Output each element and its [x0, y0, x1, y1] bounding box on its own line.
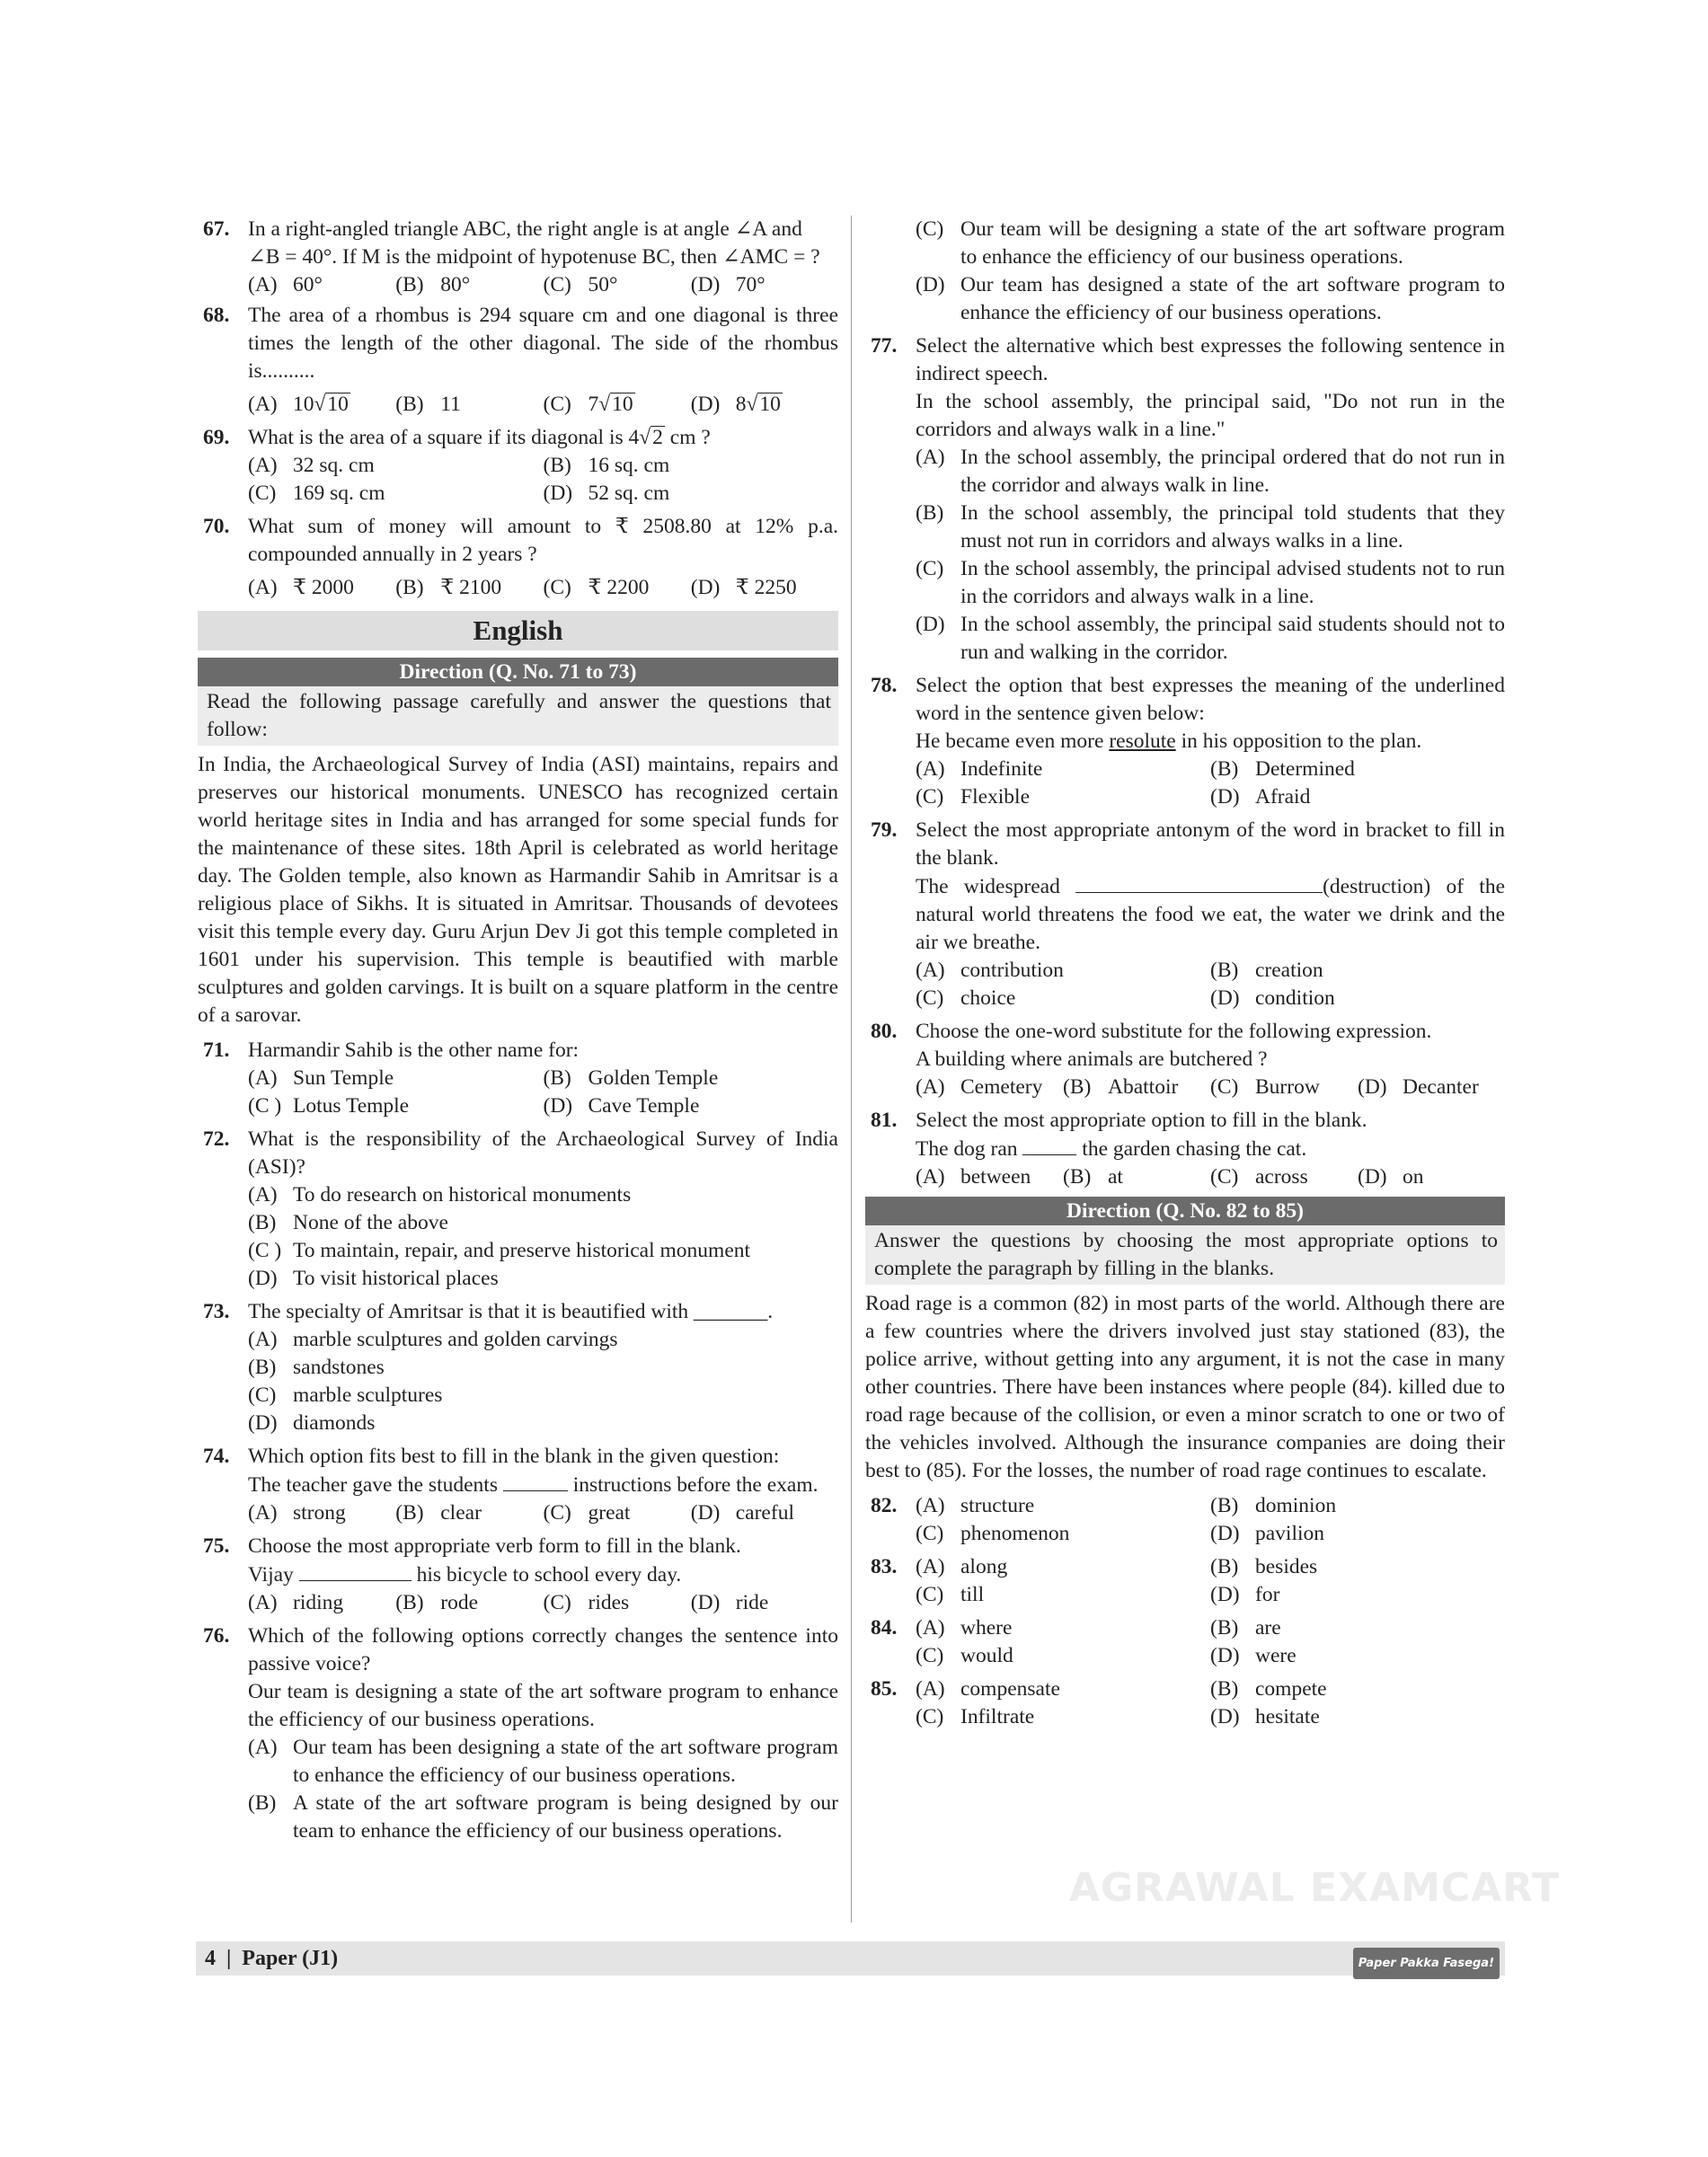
option-d[interactable]: (D) 70° [690, 273, 766, 296]
section-heading-english: English [198, 611, 838, 650]
question-text: What sum of money will amount to ₹ 2508.80 at 12% p.a. compounded annually in 2 years ? [248, 515, 838, 566]
question-text: The specialty of Amritsar is that it is beautified with _______. [248, 1300, 774, 1323]
question-text: In a right-angled triangle ABC, the right angle is at angle ∠A and [248, 217, 802, 241]
direction-text: Read the following passage carefully and answer the questions that follow: [198, 686, 838, 746]
cloze-passage: Road rage is a common (82) in most parts of the world. Although there are a few countries where the drivers involved just stay stationed (83), the police arrive, without getting into any argument, it is not the case in many other countries. There have been instances where people (84). killed due to road rage because of the collision, or even a minor scratch to one or two of the vehicles involved. Although the insurance companies are doing their best to (85). For the losses, the number of road rage continues to escalate. [865, 1292, 1505, 1482]
question-text: What is the responsibility of the Archaeological Survey of India (ASI)? [248, 1127, 838, 1179]
question-74: 74. Which option fits best to fill in the blank in the given question: The teacher gave the students instructions before the exam. (A) strong (B) clear (C) great (D) careful [198, 1443, 838, 1527]
option-b[interactable]: (B) 16 sq. cm [543, 454, 670, 477]
question-sentence: Vijay his bicycle to school every day. [248, 1560, 838, 1589]
question-sentence: The dog ran the garden chasing the cat. [916, 1135, 1505, 1163]
question-76: 76. Which of the following options correctly changes the sentence into passive voice? Our team is designing a state of the art software program to enhance the efficiency of our business operations. (A) Our team has been designing a state of the art software program to enhance the efficiency of our business operations. (B) A state of the art software program is being designed by our team to enhance the efficiency of our business operations. [198, 1622, 838, 1845]
option-c[interactable]: (C) 50° [543, 273, 618, 296]
direction-heading: Direction (Q. No. 71 to 73) [198, 658, 838, 686]
option-a[interactable]: (A) strong [248, 1501, 346, 1525]
question-sentence: He became even more resolute in his opposition to the plan. [916, 729, 1422, 753]
brand-logo: Paper Pakka Fasega! [1353, 1948, 1500, 1979]
question-78: 78. Select the option that best expresses the meaning of the underlined word in the sentence given below: He became even more resolute in his opposition to the plan. (A) Indefinite (B) Determined (C) Flexible (D) Afraid [865, 672, 1505, 811]
option-a[interactable]: (A) Sun Temple [248, 1066, 394, 1090]
option-c[interactable]: (C) Our team will be designing a state of the art software program to enhance the efficiency of our business operations. [916, 217, 1505, 269]
options [248, 1326, 838, 1437]
option-a[interactable]: (A) 10√10 [248, 393, 349, 416]
answer-blank [299, 1560, 412, 1581]
option-d[interactable]: (D) Our team has designed a state of the art software program to enhance the efficiency of our business operations. [916, 273, 1505, 324]
options [916, 216, 1505, 327]
option-c[interactable]: (C ) Lotus Temple [248, 1094, 410, 1118]
options [248, 1589, 838, 1617]
option-a[interactable]: (A) ₹ 2000 [248, 576, 354, 599]
question-text: The area of a rhombus is 294 square cm and one diagonal is three times the length of the other diagonal. The side of the rhombus is.......... [248, 304, 838, 383]
left-column [198, 216, 838, 1848]
question-text: Which option fits best to fill in the blank in the given question: [248, 1445, 780, 1468]
page-footer [196, 1941, 1505, 1976]
question-sentence: The widespread (destruction) of the natural world threatens the food we eat, the water we drink and the air we breathe. [916, 872, 1505, 957]
option-b[interactable]: (B) A state of the art software program is being designed by our team to enhance the efficiency of our business operations. [248, 1791, 838, 1843]
options [916, 957, 1505, 1012]
options [916, 1074, 1505, 1101]
option-b[interactable]: (B) rode [395, 1591, 479, 1614]
option-a[interactable]: (A) 32 sq. cm [248, 454, 375, 477]
question-69: 69. What is the area of a square if its diagonal is 4√2 cm ? (A) 32 sq. cm (B) 16 sq. cm (C) 169 sq. cm (D) 52 sq. cm [198, 424, 838, 508]
option-d[interactable]: (D) careful [690, 1501, 794, 1525]
option-c[interactable]: (C) 169 sq. cm [248, 482, 385, 505]
question-70: 70. What sum of money will amount to ₹ 2508.80 at 12% p.a. compounded annually in 2 years ? (A) ₹ 2000 (B) ₹ 2100 (C) ₹ 2200 (D) ₹ 2250 [198, 513, 838, 602]
option-a[interactable]: (A) riding [248, 1591, 344, 1614]
option-c[interactable]: (C) rides [543, 1591, 630, 1614]
question-68: 68. The area of a rhombus is 294 square cm and one diagonal is three times the length of the other diagonal. The side of the rhombus is.......... (A) 10√10 (B) 11 (C) 7√10 (D) 8√10 [198, 302, 838, 419]
option-b[interactable]: (B) creation [1210, 959, 1323, 982]
question-text: Choose the one-word substitute for the following expression. [916, 1020, 1432, 1043]
option-d[interactable]: (D) In the school assembly, the principal said students should not to run and walking in the corridor. [916, 613, 1505, 664]
options [916, 1492, 1505, 1548]
option-c[interactable]: (C) ₹ 2200 [543, 576, 650, 599]
option-a[interactable]: (A) compensate [916, 1677, 1060, 1701]
question-text: Harmandir Sahib is the other name for: [248, 1039, 580, 1062]
page-number: 4 [205, 1947, 216, 1970]
option-d[interactable]: (D) Cave Temple [543, 1094, 700, 1118]
option-b[interactable]: (B) clear [395, 1501, 482, 1525]
option-d[interactable]: (D) 8√10 [690, 393, 781, 416]
option-a[interactable]: (A) In the school assembly, the principal ordered that do not run in the corridor and always walk in line. [916, 446, 1505, 497]
option-c[interactable]: (C) would [916, 1644, 1013, 1667]
option-b[interactable]: (B) ₹ 2100 [395, 576, 502, 599]
option-d[interactable]: (D) ride [690, 1591, 769, 1614]
options [916, 1553, 1505, 1609]
option-a[interactable]: (A) structure [916, 1494, 1035, 1517]
question-75: 75. Choose the most appropriate verb form to fill in the blank. Vijay his bicycle to school every day. (A) riding (B) rode (C) rides (D) ride [198, 1533, 838, 1617]
direction-text: Answer the questions by choosing the most appropriate options to complete the paragraph by filling in the blanks. [865, 1225, 1505, 1285]
options [248, 452, 838, 508]
option-c[interactable]: (C) phenomenon [916, 1522, 1070, 1545]
option-c[interactable]: (C ) To maintain, repair, and preserve historical monument [248, 1239, 751, 1262]
question-text: ∠B = 40°. If M is the midpoint of hypotenuse BC, then ∠AMC = ? [248, 245, 820, 269]
question-80: 80. Choose the one-word substitute for the following expression. A building where animals are butchered ? (A) Cemetery (B) Abattoir (C) Burrow (D) Decanter [865, 1018, 1505, 1101]
option-b[interactable]: (B) dominion [1210, 1494, 1337, 1517]
question-82: 82. (A) structure (B) dominion (C) phenomenon (D) pavilion [865, 1492, 1505, 1548]
option-d[interactable]: (D) hesitate [1210, 1705, 1320, 1728]
question-text: What is the area of a square if its diagonal is 4√2 cm ? [248, 426, 711, 449]
option-c[interactable]: (C) marble sculptures [248, 1383, 443, 1407]
options [916, 1675, 1505, 1731]
answer-blank [503, 1471, 568, 1491]
footer-label: 4 | Paper (J1) [205, 1947, 339, 1970]
question-77: 77. Select the alternative which best expresses the following sentence in indirect speech. In the school assembly, the principal said, "Do not run in the corridors and always walk in a line." (A) In the school assembly, the principal ordered that do not run in the corridor and always walk in line. (B) In the school assembly, the principal told students that they must not run in corridors and always walks in a line. (C) In the school assembly, the principal advised students not to run in the corridors and always walk in a line. (D) In the school assembly, the principal said students should not to run and walking in the corridor. [865, 332, 1505, 667]
underlined-word: resolute [1109, 729, 1176, 753]
question-76-continued [865, 216, 1505, 327]
option-a[interactable]: (A) marble sculptures and golden carvings [248, 1328, 618, 1351]
option-a[interactable]: (A) contribution [916, 959, 1064, 982]
options [248, 1499, 838, 1527]
question-79: 79. Select the most appropriate antonym of the word in bracket to fill in the blank. The widespread (destruction) of the natural world threatens the food we eat, the water we drink and the air we breathe. (A) contribution (B) creation (C) choice (D) condition [865, 817, 1505, 1012]
option-c[interactable]: (C) across [1210, 1165, 1308, 1189]
option-a[interactable]: (A) Indefinite [916, 757, 1043, 781]
column-divider [851, 216, 852, 1923]
question-sentence: The teacher gave the students instructions before the exam. [248, 1471, 838, 1499]
question-sentence: Our team is designing a state of the art software program to enhance the efficiency of our business operations. [248, 1680, 838, 1731]
right-column [865, 216, 1505, 1737]
option-c[interactable]: (C) till [916, 1583, 985, 1606]
option-d[interactable]: (D) were [1210, 1644, 1296, 1667]
question-text: Choose the most appropriate verb form to fill in the blank. [248, 1534, 741, 1558]
answer-blank [1075, 872, 1323, 893]
option-d[interactable]: (D) Decanter [1358, 1075, 1479, 1099]
question-sentence: A building where animals are butchered ? [916, 1048, 1268, 1071]
question-73: 73. The specialty of Amritsar is that it is beautified with _______. (A) marble sculptures and golden carvings (B) sandstones (C) marble sculptures (D) diamonds [198, 1298, 838, 1437]
option-a[interactable]: (A) along [916, 1555, 1008, 1578]
question-85: 85. (A) compensate (B) compete (C) Infiltrate (D) hesitate [865, 1675, 1505, 1731]
question-sentence: In the school assembly, the principal said, "Do not run in the corridors and always walk in a line." [916, 390, 1505, 441]
options [916, 444, 1505, 667]
option-b[interactable]: (B) are [1210, 1616, 1281, 1640]
paper-code: Paper (J1) [242, 1947, 339, 1970]
direction-heading: Direction (Q. No. 82 to 85) [865, 1197, 1505, 1225]
question-83: 83. (A) along (B) besides (C) till (D) for [865, 1553, 1505, 1609]
question-84: 84. (A) where (B) are (C) would (D) were [865, 1614, 1505, 1670]
option-c[interactable]: (C) great [543, 1501, 631, 1525]
answer-blank [1022, 1135, 1076, 1155]
option-d[interactable]: (D) diamonds [248, 1411, 376, 1435]
option-c[interactable]: (C) Burrow [1210, 1075, 1320, 1099]
option-b[interactable]: (B) compete [1210, 1677, 1327, 1701]
options [248, 391, 838, 419]
option-b[interactable]: (B) Golden Temple [543, 1066, 719, 1090]
option-a[interactable]: (A) where [916, 1616, 1013, 1640]
option-a[interactable]: (A) between [916, 1165, 1031, 1189]
question-72: 72. What is the responsibility of the Archaeological Survey of India (ASI)? (A) To do research on historical monuments (B) None of the above (C ) To maintain, repair, and preserve historical monument (D) To visit historical places [198, 1126, 838, 1293]
options [248, 1181, 838, 1293]
options [916, 756, 1505, 811]
question-text: Select the most appropriate option to fill in the blank. [916, 1109, 1367, 1132]
option-c[interactable]: (C) Infiltrate [916, 1705, 1035, 1728]
option-b[interactable]: (B) Abattoir [1063, 1075, 1179, 1099]
option-d[interactable]: (D) on [1358, 1165, 1424, 1189]
options [916, 1614, 1505, 1670]
reading-passage: In India, the Archaeological Survey of India (ASI) maintains, repairs and preserves our historical monuments. UNESCO has recognized certain world heritage sites in India and has arranged for some special funds for the maintenance of these sites. 18th April is celebrated as world heritage day. The Golden temple, also known as Harmandir Sahib in Amritsar is a religious place of Sikhs. It is situated in Amritsar. Thousands of devotees visit this temple every day. Guru Arjun Dev Ji got this temple completed in 1601 under his supervision. This temple is beautified with marble sculptures and golden carvings. It is built on a square platform in the centre of a sarovar. [198, 753, 838, 1027]
option-c[interactable]: (C) Flexible [916, 785, 1031, 809]
option-d[interactable]: (D) pavilion [1210, 1522, 1325, 1545]
option-c[interactable]: (C) In the school assembly, the principal advised students not to run in the corridors and always walk in a line. [916, 557, 1505, 608]
option-c[interactable]: (C) choice [916, 986, 1016, 1010]
option-d[interactable]: (D) for [1210, 1583, 1280, 1606]
option-b[interactable]: (B) 80° [395, 273, 471, 296]
options [248, 1065, 838, 1120]
option-c[interactable]: (C) 7√10 [543, 393, 633, 416]
options [248, 1734, 838, 1845]
option-b[interactable]: (B) sandstones [248, 1356, 385, 1379]
option-d[interactable]: (D) Afraid [1210, 785, 1311, 809]
option-a[interactable]: (A) To do research on historical monuments [248, 1183, 632, 1207]
question-text: Select the option that best expresses the meaning of the underlined word in the sentence given below: [916, 674, 1505, 725]
option-b[interactable]: (B) 11 [395, 393, 461, 416]
watermark: AGRAWAL EXAMCART [1069, 1865, 1561, 1911]
option-b[interactable]: (B) at [1063, 1165, 1123, 1189]
question-text: Select the alternative which best expresses the following sentence in indirect speech. [916, 334, 1505, 385]
question-81: 81. Select the most appropriate option to fill in the blank. The dog ran the garden chasing the cat. (A) between (B) at (C) across (D) on [865, 1107, 1505, 1191]
option-b[interactable]: (B) In the school assembly, the principal told students that they must not run in corridors and always walks in a line. [916, 501, 1505, 553]
option-a[interactable]: (A) 60° [248, 273, 323, 296]
option-b[interactable]: (B) None of the above [248, 1211, 448, 1234]
option-d[interactable]: (D) 52 sq. cm [543, 482, 670, 505]
option-a[interactable]: (A) Cemetery [916, 1075, 1043, 1099]
options [916, 1163, 1505, 1191]
question-71: 71. Harmandir Sahib is the other name for: (A) Sun Temple (B) Golden Temple (C ) Lotus Temple (D) Cave Temple [198, 1037, 838, 1120]
option-d[interactable]: (D) condition [1210, 986, 1335, 1010]
option-b[interactable]: (B) besides [1210, 1555, 1318, 1578]
question-text: Which of the following options correctly changes the sentence into passive voice? [248, 1624, 838, 1675]
option-d[interactable]: (D) ₹ 2250 [690, 576, 797, 599]
option-b[interactable]: (B) Determined [1210, 757, 1355, 781]
question-67: 67. In a right-angled triangle ABC, the right angle is at angle ∠A and ∠B = 40°. If M is the midpoint of hypotenuse BC, then ∠AMC = ? (A) 60° (B) 80° (C) 50° (D) 70° [198, 216, 838, 299]
option-a[interactable]: (A) Our team has been designing a state of the art software program to enhance the efficiency of our business operations. [248, 1736, 838, 1787]
options [248, 574, 838, 602]
options [248, 271, 838, 299]
question-text: Select the most appropriate antonym of the word in bracket to fill in the blank. [916, 818, 1505, 870]
option-d[interactable]: (D) To visit historical places [248, 1267, 499, 1290]
